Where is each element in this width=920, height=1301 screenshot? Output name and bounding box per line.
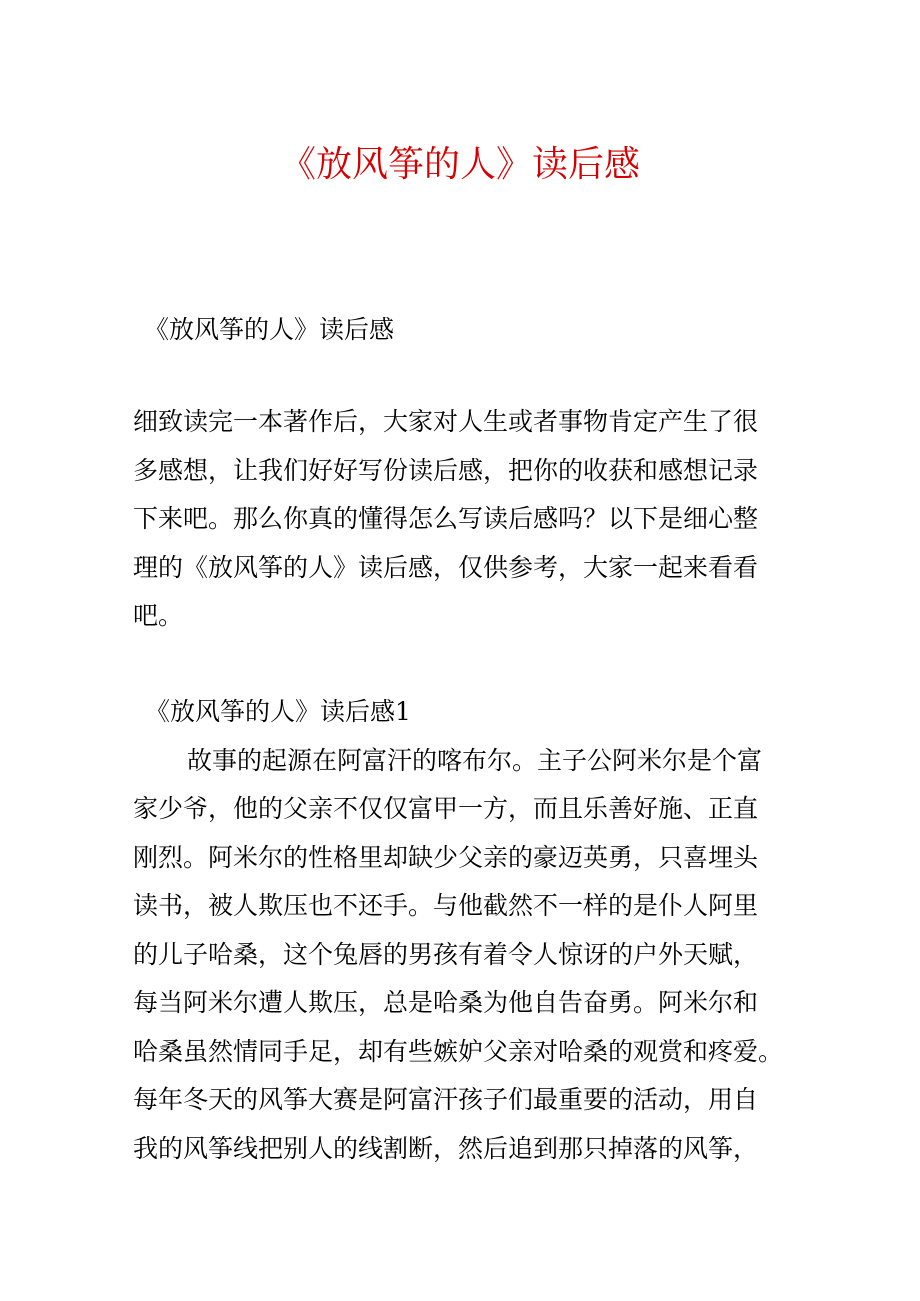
paragraph-line: 下来吧。那么你真的懂得怎么写读后感吗？以下是细心整: [133, 504, 759, 533]
document-title: 《放风筝的人》读后感: [279, 144, 640, 185]
document-subtitle: 《放风筝的人》读后感: [144, 315, 395, 344]
paragraph-line: 我的风筝线把别人的线割断，然后追到那只掉落的风筝，: [133, 1133, 759, 1163]
paragraph-line: 每当阿米尔遭人欺压，总是哈桑为他自告奋勇。阿米尔和: [133, 988, 759, 1017]
paragraph-line: 刚烈。阿米尔的性格里却缺少父亲的豪迈英勇，只喜埋头: [133, 842, 759, 872]
intro-paragraph: [133, 398, 813, 641]
paragraph-line: 的儿子哈桑，这个兔唇的男孩有着令人惊讶的户外天赋，: [133, 939, 759, 969]
paragraph-line: 故事的起源在阿富汗的喀布尔。主子公阿米尔是个富: [187, 745, 763, 775]
paragraph-line: 多感想，让我们好好写份读后感，把你的收获和感想记录: [133, 455, 759, 485]
section-heading: 《放风筝的人》读后感1: [145, 697, 411, 726]
section-1: [133, 688, 813, 1173]
paragraph-line: 家少爷，他的父亲不仅仅富甲一方，而且乐善好施、正直: [133, 794, 759, 823]
paragraph-line: 理的《放风筝的人》读后感，仅供参考，大家一起来看看: [133, 552, 759, 582]
paragraph-line: 读书，被人欺压也不还手。与他截然不一样的是仆人阿里: [133, 891, 759, 920]
paragraph-line: 吧。: [133, 601, 184, 630]
paragraph-line: 哈桑虽然情同手足，却有些嫉妒父亲对哈桑的观赏和疼爱。: [133, 1036, 784, 1066]
paragraph-line: 细致读完一本著作后，大家对人生或者事物肯定产生了很: [133, 407, 759, 436]
paragraph-line: 每年冬天的风筝大赛是阿富汗孩子们最重要的活动，用自: [133, 1085, 759, 1114]
